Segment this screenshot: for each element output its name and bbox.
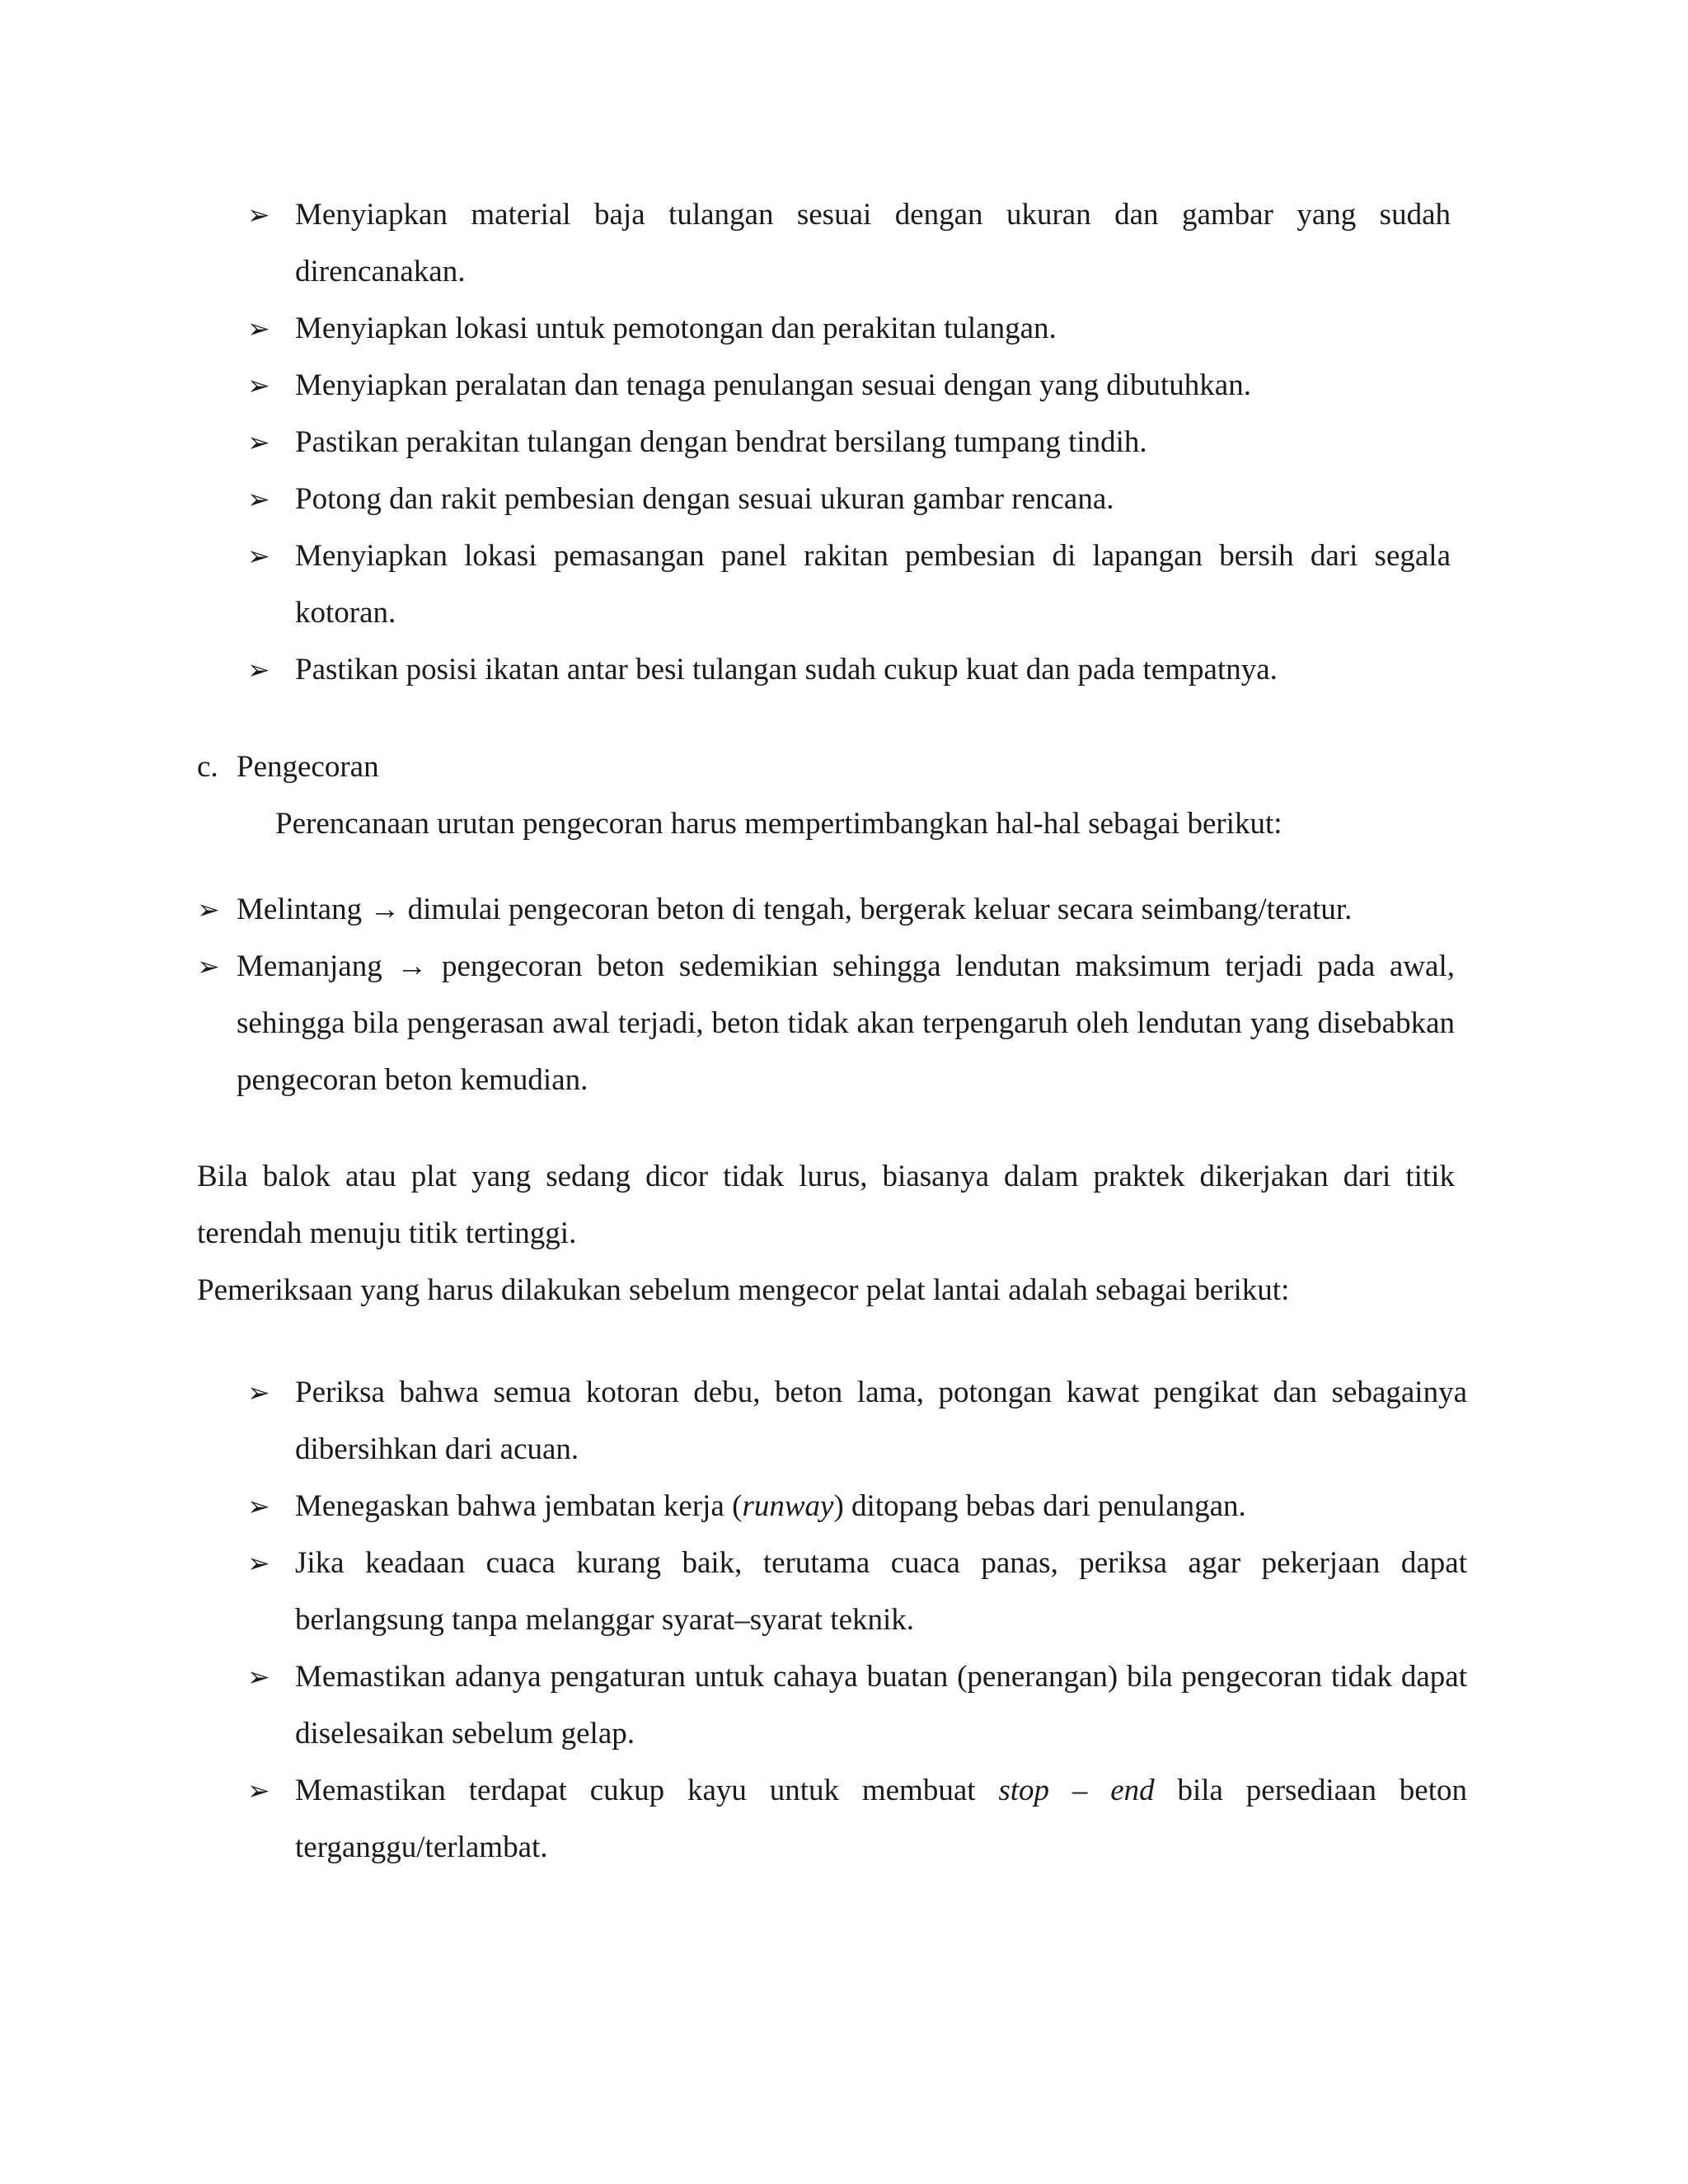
pouring-order-list-block [0,881,1688,1108]
text-run: ) ditopang bebas dari penulangan. [833,1489,1246,1523]
arrow-bullet-icon: ➢ [247,426,270,458]
section-letter: c. [197,750,218,784]
list-item [0,1648,1467,1762]
list-item [0,300,1451,357]
arrow-bullet-icon: ➢ [247,312,270,344]
paragraph: Pemeriksaan yang harus dilakukan sebelum mengecor pelat lantai adalah sebagai berikut: [197,1273,1290,1307]
arrow-bullet-icon: ➢ [247,1490,270,1522]
arrow-bullet-icon: ➢ [247,1547,270,1579]
text-run: bila persediaan beton terganggu/terlambat. [295,1774,1467,1864]
arrow-bullet-icon: ➢ [197,893,220,926]
list-item [0,1478,1467,1535]
intro-paragraph: Perencanaan urutan pengecoran harus mempertimbangkan hal-hal sebagai berikut: [275,807,1282,841]
list-item-text: Potong dan rakit pembesian dengan sesuai ukuran gambar rencana. [295,482,1114,516]
list-item [0,471,1451,527]
arrow-bullet-icon: ➢ [247,1774,270,1807]
list-item-text: Pastikan posisi ikatan antar besi tulangan sudah cukup kuat dan pada tempatnya. [295,653,1278,687]
list-item-text: Menyiapkan lokasi untuk pemotongan dan perakitan tulangan. [295,312,1057,345]
italic-term: runway [742,1489,834,1523]
list-item [0,186,1451,300]
list-item [0,1535,1467,1648]
list-item-text [295,1489,1246,1523]
arrow-bullet-icon: ➢ [247,654,270,686]
arrow-bullet-icon: ➢ [247,199,270,231]
list-item [0,1762,1467,1876]
text-run: Memastikan terdapat cukup kayu untuk membuat [295,1774,999,1807]
italic-term: stop – end [998,1774,1155,1807]
inspection-list [0,1364,1688,1876]
inspection-list-block [0,1364,1688,1876]
list-item-text: Jika keadaan cuaca kurang baik, terutama cuaca panas, periksa agar pekerjaan dapat berlangsung tanpa melanggar syarat–syarat teknik. [295,1546,1467,1637]
section-c-heading [0,738,1688,795]
arrow-bullet-icon: ➢ [247,483,270,515]
list-item [0,527,1451,641]
arrow-bullet-icon: ➢ [247,369,270,401]
section-title: Pengecoran [237,750,379,784]
list-item-text: Memastikan adanya pengaturan untuk cahaya buatan (penerangan) bila pengecoran tidak dapat diselesaikan sebelum gelap. [295,1660,1467,1750]
list-item [0,357,1451,414]
list-item-text [295,1774,1467,1864]
list-item-text: Periksa bahwa semua kotoran debu, beton lama, potongan kawat pengikat dan sebagainya dibersihkan dari acuan. [295,1376,1467,1466]
list-item [0,938,1455,1108]
arrow-bullet-icon: ➢ [197,950,220,982]
list-item-text: Pastikan perakitan tulangan dengan bendrat bersilang tumpang tindih. [295,425,1147,459]
list-item-text: Memanjang → pengecoran beton sedemikian sehingga lendutan maksimum terjadi pada awal, sehingga bila pengerasan awal terjadi, beton tidak akan terpengaruh oleh lendutan yang disebabkan pengecoran beton kemudian. [237,949,1455,1097]
list-item [0,641,1451,698]
paragraph: Bila balok atau plat yang sedang dicor tidak lurus, biasanya dalam praktek dikerjakan dari titik terendah menuju titik tertinggi. [197,1160,1455,1250]
body-paragraphs [0,1148,1688,1319]
arrow-bullet-icon: ➢ [247,1376,270,1408]
list-item [0,1364,1467,1478]
text-run: Menegaskan bahwa jembatan kerja ( [295,1489,743,1523]
preparation-list [0,186,1688,698]
preparation-list-block [0,186,1688,698]
arrow-bullet-icon: ➢ [247,540,270,572]
pouring-order-list [0,881,1688,1108]
list-item-text: Melintang → dimulai pengecoran beton di tengah, bergerak keluar secara seimbang/teratur. [237,893,1353,926]
section-c-intro [0,795,1688,852]
arrow-bullet-icon: ➢ [247,1661,270,1693]
list-item [0,414,1451,471]
list-item-text: Menyiapkan lokasi pemasangan panel rakitan pembesian di lapangan bersih dari segala kotoran. [295,539,1451,630]
list-item-text: Menyiapkan material baja tulangan sesuai dengan ukuran dan gambar yang sudah direncanakan. [295,198,1451,288]
list-item [0,881,1455,938]
list-item-text: Menyiapkan peralatan dan tenaga penulangan sesuai dengan yang dibutuhkan. [295,368,1251,402]
